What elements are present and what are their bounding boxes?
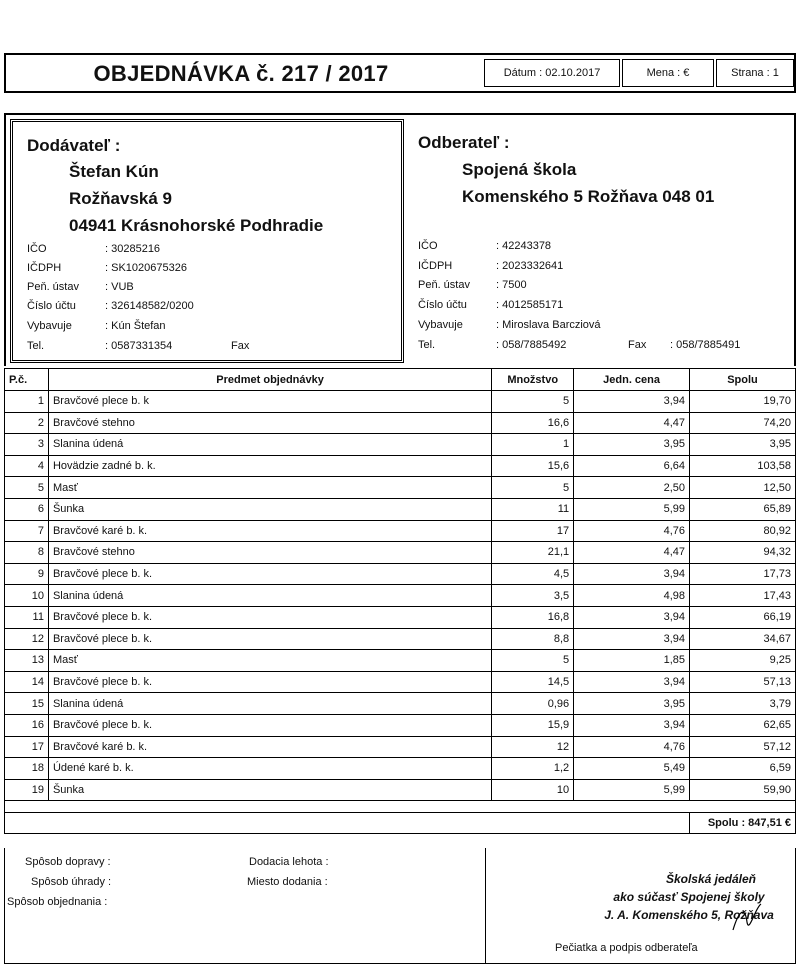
- row-number: 4: [5, 455, 49, 477]
- supplier-account-label: Číslo účtu: [27, 300, 76, 312]
- supplier-heading: Dodávateľ :: [27, 136, 121, 155]
- table-row: [5, 391, 796, 413]
- item-total: 66,19: [690, 606, 796, 628]
- currency-field: Mena : €: [622, 59, 714, 87]
- order-header: [4, 53, 796, 93]
- table-row: [5, 455, 796, 477]
- customer-fax-value: : 058/7885491: [670, 339, 741, 351]
- customer-phone-value: : 058/7885492: [496, 339, 567, 351]
- supplier-contact-label: Vybavuje: [27, 320, 72, 332]
- table-row: [5, 758, 796, 780]
- item-quantity: 12: [492, 736, 574, 758]
- row-number: 7: [5, 520, 49, 542]
- school-stamp: [579, 870, 799, 924]
- table-row: [5, 563, 796, 585]
- row-number: 15: [5, 693, 49, 715]
- row-number: 16: [5, 714, 49, 736]
- customer-account-value: : 4012585171: [496, 299, 564, 311]
- row-number: 10: [5, 585, 49, 607]
- table-spacer-row: [5, 801, 796, 813]
- row-number: 5: [5, 477, 49, 499]
- item-unit-price: 3,95: [574, 693, 690, 715]
- row-number: 11: [5, 606, 49, 628]
- item-quantity: 16,6: [492, 412, 574, 434]
- item-total: 3,95: [690, 434, 796, 456]
- ordering-label: Spôsob objednania :: [7, 896, 108, 908]
- supplier-name: Štefan Kún: [69, 162, 159, 181]
- item-unit-price: 4,47: [574, 412, 690, 434]
- item-unit-price: 5,49: [574, 758, 690, 780]
- customer-fax-label: Fax: [628, 339, 647, 351]
- customer-account-label: Číslo účtu: [418, 299, 467, 311]
- item-total: 17,43: [690, 585, 796, 607]
- item-total: 17,73: [690, 563, 796, 585]
- item-name: Šunka: [48, 498, 491, 520]
- item-unit-price: 4,98: [574, 585, 690, 607]
- item-unit-price: 3,94: [574, 714, 690, 736]
- item-total: 65,89: [690, 498, 796, 520]
- item-name: Bravčové stehno: [48, 542, 491, 564]
- item-quantity: 5: [492, 477, 574, 499]
- table-row: [5, 542, 796, 564]
- customer-icdph-value: : 2023332641: [496, 260, 564, 272]
- page-number-field: Strana : 1: [716, 59, 794, 87]
- table-row: [5, 520, 796, 542]
- row-number: 13: [5, 650, 49, 672]
- table-row: [5, 606, 796, 628]
- item-quantity: 10: [492, 779, 574, 801]
- stamp-line-2: ako súčasť Spojenej školy: [613, 890, 765, 904]
- col-header-unit-price: Jedn. cena: [574, 369, 690, 391]
- item-total: 59,90: [690, 779, 796, 801]
- item-name: Hovädzie zadné b. k.: [48, 455, 491, 477]
- table-row: [5, 412, 796, 434]
- parties-section: [4, 113, 796, 366]
- item-total: 57,13: [690, 671, 796, 693]
- item-quantity: 14,5: [492, 671, 574, 693]
- grand-total: Spolu : 847,51 €: [690, 813, 796, 834]
- table-row: [5, 498, 796, 520]
- col-header-quantity: Množstvo: [492, 369, 574, 391]
- table-body: [5, 391, 796, 801]
- item-name: Masť: [48, 477, 491, 499]
- item-total: 103,58: [690, 455, 796, 477]
- signature-mark: [729, 900, 765, 936]
- total-empty-cell: [5, 813, 690, 834]
- row-number: 12: [5, 628, 49, 650]
- item-name: Slanina údená: [48, 434, 491, 456]
- customer-phone-label: Tel.: [418, 339, 436, 351]
- item-total: 57,12: [690, 736, 796, 758]
- date-field: Dátum : 02.10.2017: [484, 59, 620, 87]
- customer-heading: Odberateľ :: [418, 133, 510, 152]
- item-quantity: 17: [492, 520, 574, 542]
- item-total: 12,50: [690, 477, 796, 499]
- item-total: 3,79: [690, 693, 796, 715]
- item-name: Bravčové karé b. k.: [48, 736, 491, 758]
- item-name: Údené karé b. k.: [48, 758, 491, 780]
- item-unit-price: 4,76: [574, 736, 690, 758]
- item-unit-price: 1,85: [574, 650, 690, 672]
- customer-address: Komenského 5 Rožňava 048 01: [462, 187, 715, 206]
- supplier-box: [10, 119, 404, 363]
- item-quantity: 0,96: [492, 693, 574, 715]
- item-quantity: 3,5: [492, 585, 574, 607]
- item-name: Slanina údená: [48, 585, 491, 607]
- item-name: Bravčové plece b. k.: [48, 714, 491, 736]
- item-name: Bravčové karé b. k.: [48, 520, 491, 542]
- table-row: [5, 779, 796, 801]
- footer-divider: [485, 848, 486, 964]
- row-number: 19: [5, 779, 49, 801]
- item-unit-price: 5,99: [574, 779, 690, 801]
- supplier-ico-label: IČO: [27, 243, 47, 255]
- item-total: 9,25: [690, 650, 796, 672]
- supplier-icdph-value: : SK1020675326: [105, 262, 187, 274]
- item-total: 62,65: [690, 714, 796, 736]
- item-quantity: 1: [492, 434, 574, 456]
- signature-label: Pečiatka a podpis odberateľa: [555, 942, 698, 954]
- row-number: 2: [5, 412, 49, 434]
- order-footer: [4, 848, 796, 964]
- item-name: Masť: [48, 650, 491, 672]
- row-number: 6: [5, 498, 49, 520]
- customer-ico-value: : 42243378: [496, 240, 552, 252]
- supplier-icdph-label: IČDPH: [27, 262, 62, 274]
- item-quantity: 5: [492, 391, 574, 413]
- col-header-item: Predmet objednávky: [48, 369, 491, 391]
- item-unit-price: 5,99: [574, 498, 690, 520]
- item-unit-price: 6,64: [574, 455, 690, 477]
- customer-bank-label: Peň. ústav: [418, 279, 470, 291]
- row-number: 8: [5, 542, 49, 564]
- col-header-total: Spolu: [690, 369, 796, 391]
- item-quantity: 1,2: [492, 758, 574, 780]
- table-row: [5, 434, 796, 456]
- row-number: 1: [5, 391, 49, 413]
- item-total: 74,20: [690, 412, 796, 434]
- item-quantity: 5: [492, 650, 574, 672]
- item-name: Slanina údená: [48, 693, 491, 715]
- item-total: 34,67: [690, 628, 796, 650]
- item-unit-price: 4,76: [574, 520, 690, 542]
- item-unit-price: 3,94: [574, 563, 690, 585]
- customer-contact-label: Vybavuje: [418, 319, 463, 331]
- table-header-row: [5, 369, 796, 391]
- supplier-bank-label: Peň. ústav: [27, 281, 79, 293]
- table-row: [5, 585, 796, 607]
- item-total: 6,59: [690, 758, 796, 780]
- customer-name: Spojená škola: [462, 160, 577, 179]
- supplier-phone-value: : 0587331354: [105, 340, 173, 352]
- customer-ico-label: IČO: [418, 240, 438, 252]
- supplier-bank-value: : VUB: [105, 281, 134, 293]
- item-unit-price: 3,94: [574, 606, 690, 628]
- row-number: 17: [5, 736, 49, 758]
- table-total-row: [5, 813, 796, 834]
- stamp-line-1: Školská jedáleň: [665, 872, 757, 886]
- item-unit-price: 3,94: [574, 628, 690, 650]
- item-name: Bravčové plece b. k.: [48, 563, 491, 585]
- item-unit-price: 3,94: [574, 391, 690, 413]
- table-row: [5, 671, 796, 693]
- row-number: 14: [5, 671, 49, 693]
- order-title: OBJEDNÁVKA č. 217 / 2017: [93, 61, 389, 86]
- item-name: Bravčové plece b. k.: [48, 628, 491, 650]
- item-name: Bravčové plece b. k.: [48, 606, 491, 628]
- table-row: [5, 693, 796, 715]
- table-row: [5, 477, 796, 499]
- col-header-number: P.č.: [5, 369, 49, 391]
- item-quantity: 11: [492, 498, 574, 520]
- item-name: Šunka: [48, 779, 491, 801]
- supplier-city: 04941 Krásnohorské Podhradie: [69, 216, 324, 235]
- table-row: [5, 736, 796, 758]
- item-quantity: 15,9: [492, 714, 574, 736]
- item-name: Bravčové stehno: [48, 412, 491, 434]
- item-unit-price: 3,94: [574, 671, 690, 693]
- supplier-fax-label: Fax: [231, 340, 250, 352]
- stamp-line-3: J. A. Komenského 5, Rožňava: [604, 908, 774, 922]
- delivery-time-label: Dodacia lehota :: [249, 856, 329, 868]
- transport-label: Spôsob dopravy :: [25, 856, 111, 868]
- item-total: 19,70: [690, 391, 796, 413]
- item-quantity: 4,5: [492, 563, 574, 585]
- row-number: 3: [5, 434, 49, 456]
- table-row: [5, 628, 796, 650]
- customer-contact-value: : Miroslava Barcziová: [496, 319, 601, 331]
- item-quantity: 16,8: [492, 606, 574, 628]
- customer-bank-value: : 7500: [496, 279, 527, 291]
- item-total: 94,32: [690, 542, 796, 564]
- supplier-account-value: : 326148582/0200: [105, 300, 194, 312]
- row-number: 9: [5, 563, 49, 585]
- supplier-ico-value: : 30285216: [105, 243, 161, 255]
- delivery-place-label: Miesto dodania :: [247, 876, 328, 888]
- item-unit-price: 2,50: [574, 477, 690, 499]
- item-quantity: 21,1: [492, 542, 574, 564]
- item-unit-price: 3,95: [574, 434, 690, 456]
- item-quantity: 8,8: [492, 628, 574, 650]
- item-name: Bravčové plece b. k: [48, 391, 491, 413]
- supplier-phone-label: Tel.: [27, 340, 45, 352]
- supplier-street: Rožňavská 9: [69, 189, 172, 208]
- order-items-table: [4, 368, 796, 834]
- spacer-cell: [5, 801, 796, 813]
- item-quantity: 15,6: [492, 455, 574, 477]
- table-row: [5, 650, 796, 672]
- row-number: 18: [5, 758, 49, 780]
- item-total: 80,92: [690, 520, 796, 542]
- customer-icdph-label: IČDPH: [418, 260, 453, 272]
- payment-label: Spôsob úhrady :: [31, 876, 112, 888]
- item-name: Bravčové plece b. k.: [48, 671, 491, 693]
- supplier-contact-value: : Kún Štefan: [105, 320, 166, 332]
- item-unit-price: 4,47: [574, 542, 690, 564]
- table-row: [5, 714, 796, 736]
